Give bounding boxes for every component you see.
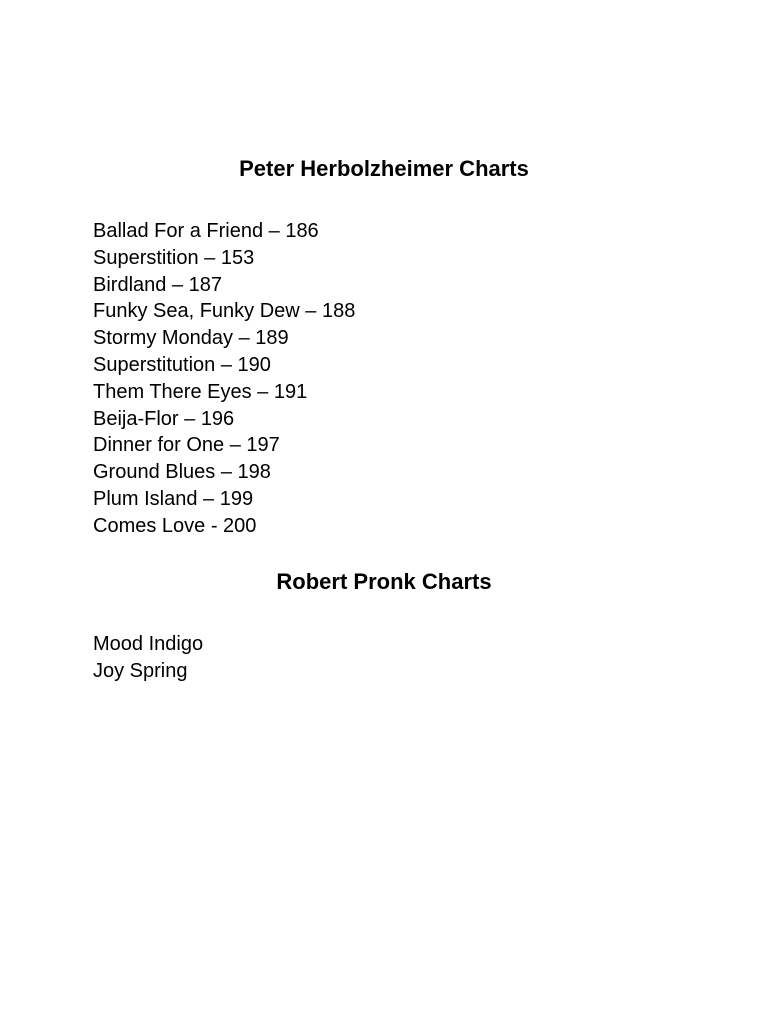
list-item: Funky Sea, Funky Dew – 188 — [93, 300, 356, 323]
list-item: Birdland – 187 — [93, 273, 222, 296]
list-item: Beija-Flor – 196 — [93, 407, 235, 430]
list-item: Ballad For a Friend – 186 — [93, 220, 319, 242]
list-item: Mood Indigo — [93, 633, 204, 655]
list-item: Them There Eyes – 191 — [93, 380, 308, 403]
list-item: Comes Love - 200 — [93, 514, 257, 537]
list-item: Stormy Monday – 189 — [93, 327, 289, 350]
list-item: Superstition – 153 — [93, 246, 255, 269]
section-heading-herbolzheimer: Peter Herbolzheimer Charts — [239, 156, 529, 181]
chart-list-pronk — [93, 631, 203, 685]
list-item: Dinner for One – 197 — [93, 434, 280, 457]
list-item: Joy Spring — [93, 659, 188, 682]
list-item: Superstitution – 190 — [93, 353, 271, 376]
section-heading-pronk: Robert Pronk Charts — [276, 569, 492, 594]
chart-list-herbolzheimer — [93, 218, 355, 540]
list-item: Plum Island – 199 — [93, 487, 254, 510]
list-item: Ground Blues – 198 — [93, 461, 271, 484]
